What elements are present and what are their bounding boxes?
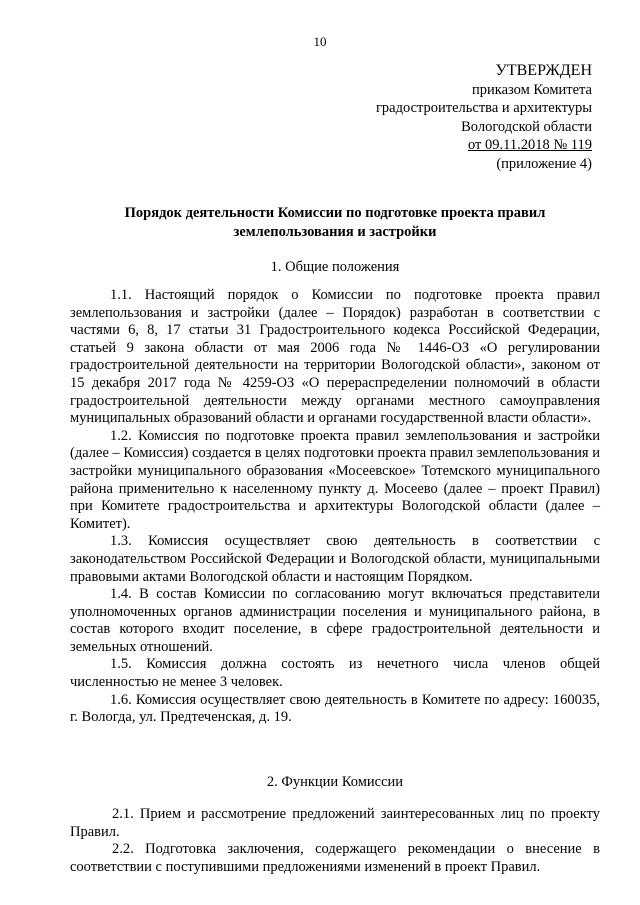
approval-heading: УТВЕРЖДЕН [495,62,592,79]
page-number: 10 [313,34,327,49]
paragraph-2-2: 2.2. Подготовка заключения, содержащего рекомендации о внесение в соответствии с поступившими предложениями изменений в проект Правил. [70,841,600,875]
approval-block [376,62,592,173]
paragraph-1-1: 1.1. Настоящий порядок о Комиссии по подготовке проекта правил землепользования и застройки (далее – Порядок) разработан в соответствии с частями 6, 8, 17 статьи 31 Градостроительного кодекса Российской Федерации, статьей 9 закона области от мая 2006 года № 1446-ОЗ «О регулировании градостроительной деятельности на территории Вологодской области», законом от 15 декабря 2017 года № 4259-ОЗ «О перераспределении полномочий в области градостроительной деятельности между органами местного самоуправления муниципальных образований области и органами государственной власти области». [70,287,600,427]
section-2-body [70,806,600,876]
section-1-heading: 1. Общие положения [270,259,400,275]
approval-annex: (приложение 4) [496,155,592,172]
paragraph-1-3: 1.3. Комиссия осуществляет свою деятельность в соответствии с законодательством Российской Федерации и Вологодской области, муниципальными правовыми актами Вологодской области и настоящим Порядком. [70,533,600,585]
title-line: Порядок деятельности Комиссии по подготовке проекта правил [124,205,546,221]
approval-line: Вологодской области [461,118,592,135]
paragraph-1-5: 1.5. Комиссия должна состоять из нечетного числа членов общей численностью не менее 3 человек. [70,656,600,691]
paragraph-1-2: 1.2. Комиссия по подготовке проекта правил землепользования и застройки (далее – Комиссия) создается в целях подготовки проекта правил землепользования и застройки муниципального образования «Мосеевское» Тотемского муниципального района применительно к населенному пункту д. Мосеево (далее – проект Правил) при Комитете градостроительства и архитектуры Вологодской области (далее – Комитет). [70,427,600,532]
document-title [70,204,600,241]
approval-line: приказом Комитета [471,81,592,98]
title-line: землепользования и застройки [233,223,437,240]
approval-date: от 09.11.2018 № 119 [467,137,592,153]
approval-line: градостроительства и архитектуры [375,100,592,116]
section-1-body [70,287,600,727]
paragraph-2-1: 2.1. Прием и рассмотрение предложений заинтересованных лиц по проекту Правил. [70,806,600,840]
paragraph-1-4: 1.4. В состав Комиссии по согласованию могут включаться представители уполномоченных органов администрации поселения и муниципального района, в состав которого входит поселение, в сфере градостроительной деятельности и земельных отношений. [70,586,600,655]
paragraph-1-6: 1.6. Комиссия осуществляет свою деятельность в Комитете по адресу: 160035, г. Вологда, ул. Предтеченская, д. 19. [70,691,600,726]
section-2-heading: 2. Функции Комиссии [266,774,404,790]
